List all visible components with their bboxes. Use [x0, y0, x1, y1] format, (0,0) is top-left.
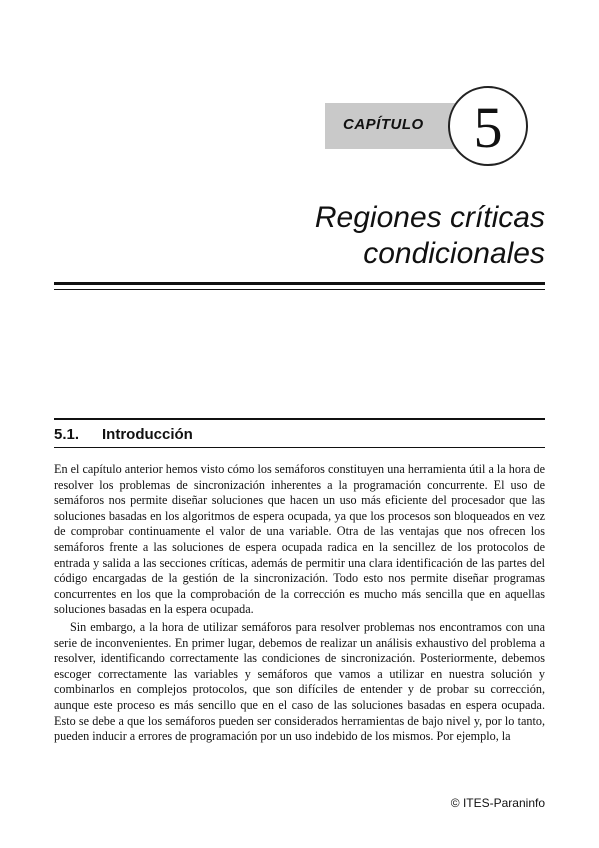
- paragraph-1: En el capítulo anterior hemos visto cómo los semáforos constituyen una herramienta útil a la hora de resolver los problemas de sincronización inherentes a la programación concurrente. El uso de semáforos nos permite diseñar soluciones que hacen un uso más eficiente del procesador que las soluciones basadas en los algoritmos de espera ocupada, ya que los procesos son bloqueados en vez de comprobar continuamente el valor de una variable. Otra de las ventajas que nos ofrecen los semáforos frente a las soluciones de espera ocupada radica en la sencillez de los protocolos de entrada y salida a las secciones críticas, además de permitir una clara identificación de las partes del código encargadas de la gestión de la sincronización. Todo esto nos permite diseñar programas concurrentes en los que la comprobación de la corrección es mucho más sencilla que en aquellas soluciones basadas en la espera ocupada.: [54, 462, 545, 617]
- section-heading: [54, 426, 193, 443]
- chapter-label: CAPÍTULO: [343, 116, 424, 133]
- title-rule-thick: [54, 282, 545, 285]
- title-rule-thin: [54, 289, 545, 290]
- section-number: 5.1.: [54, 426, 80, 443]
- chapter-title: [145, 200, 545, 272]
- chapter-title-line-2: condicionales: [363, 237, 545, 270]
- chapter-title-line-1: Regiones críticas: [314, 201, 545, 234]
- section-title: Introducción: [102, 426, 193, 443]
- section-rule-top: [54, 418, 545, 420]
- body-text: [54, 462, 545, 745]
- chapter-number: 5: [473, 95, 503, 160]
- footer-copyright: © ITES-Paraninfo: [450, 796, 545, 810]
- paragraph-2: Sin embargo, a la hora de utilizar semáforos para resolver problemas nos encontramos con una serie de inconvenientes. En primer lugar, debemos de realizar un análisis exhaustivo del problema a resolver, identificando correctamente las condiciones de sincronización. Posteriormente, debemos escoger correctamente las variables y semáforos que vamos a utilizar en nuestra solución y combinarlos en complejos protocolos, que son difíciles de entender y de probar su corrección, aunque este proceso es más sencillo que en el caso de las soluciones basadas en espera ocupada. Esto se debe a que los semáforos pueden ser considerados herramientas de bajo nivel y, por lo tanto, pueden inducir a errores de programación por un uso indebido de los mismos. Por ejemplo, la: [54, 619, 545, 744]
- section-rule-bottom: [54, 447, 545, 448]
